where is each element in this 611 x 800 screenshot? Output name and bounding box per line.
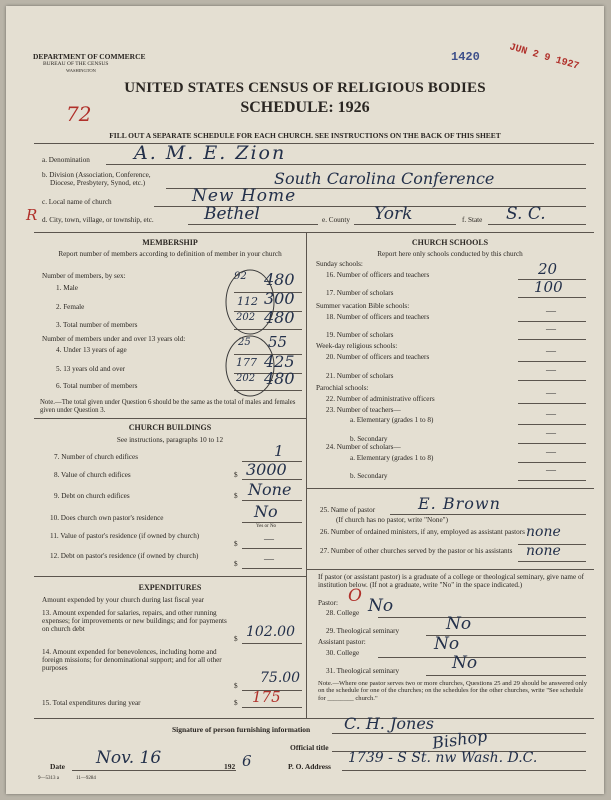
q10-hint: Yes or No	[256, 524, 277, 529]
q14-label: 14. Amount expended for benevolences, including home and foreign missions; for denominational support; and for all other purposes	[42, 648, 222, 672]
city-label: WASHINGTON	[66, 68, 96, 73]
q18-label: 18. Number of officers and teachers	[326, 313, 430, 321]
by-sex-label: Number of members, by sex:	[42, 272, 126, 280]
q10-label: 10. Does church own pastor's residence	[50, 514, 164, 522]
q28-value: No	[368, 596, 394, 616]
q20-dash: —	[546, 346, 556, 357]
circled-figures-1	[224, 264, 280, 336]
city-value: Bethel	[204, 204, 260, 224]
address-value: 1739 - S St. nw Wash. D.C.	[348, 750, 538, 766]
q29-label: 29. Theological seminary	[326, 627, 400, 635]
q4-value: 55	[268, 333, 288, 351]
q16-value: 20	[538, 260, 558, 278]
q11-label: 11. Value of pastor's residence (if owned by church)	[50, 532, 200, 540]
schedule-title: SCHEDULE: 1926	[240, 99, 370, 116]
form-title: UNITED STATES CENSUS OF RELIGIOUS BODIES	[124, 80, 486, 96]
q24b-dash: —	[546, 465, 556, 476]
q3-label: 3. Total number of members	[56, 321, 138, 329]
q23a-dash: —	[546, 409, 556, 420]
signature-value: C. H. Jones	[344, 714, 434, 733]
print-number: 11—9284	[76, 776, 96, 781]
q17-label: 17. Number of scholars	[326, 289, 394, 297]
q1-value: 480	[264, 270, 295, 289]
parochial-label: Parochial schools:	[316, 384, 369, 392]
county-value: York	[374, 204, 413, 224]
q13-dollar: $	[234, 635, 238, 643]
state-value: S. C.	[506, 204, 546, 224]
q5-circled-number: 177	[236, 356, 257, 369]
q5-label: 5. 13 years old and over	[56, 365, 126, 373]
q31-value: No	[452, 653, 478, 673]
division-label-2: Diocese, Presbytery, Synod, etc.)	[50, 179, 146, 187]
q27-value: none	[526, 543, 561, 559]
q27-label: 27. Number of other churches served by the pastor or his assistants	[320, 547, 513, 555]
year-prefix: 192	[224, 762, 236, 771]
pastor-circle-mark: O	[348, 586, 362, 606]
membership-note: Note.—The total given under Question 6 should be the same as the total of males and females given under Question 3.	[40, 399, 296, 414]
q11-dash: —	[264, 534, 274, 545]
q8-label: 8. Value of church edifices	[54, 471, 131, 479]
assistant-label: Assistant pastor:	[318, 638, 366, 646]
q31-label: 31. Theological seminary	[326, 667, 400, 675]
state-label: f. State	[462, 216, 483, 224]
q9-label: 9. Debt on church edifices	[54, 492, 130, 500]
buildings-subtitle: See instructions, paragraphs 10 to 12	[116, 436, 224, 444]
q1-label: 1. Male	[56, 284, 78, 292]
division-value: South Carolina Conference	[274, 169, 495, 188]
q23a-label: a. Elementary (grades 1 to 8)	[350, 416, 434, 424]
q24-label: 24. Number of scholars—	[326, 443, 401, 451]
date-value: Nov. 16	[96, 748, 162, 768]
q25-hint: (If church has no pastor, write "None")	[336, 516, 448, 524]
bureau-label: BUREAU OF THE CENSUS	[43, 61, 109, 67]
q24a-label: a. Elementary (grades 1 to 8)	[350, 454, 434, 462]
q29-value: No	[446, 614, 472, 634]
signature-label: Signature of person furnishing information	[172, 725, 311, 734]
q12-dash: —	[264, 554, 274, 565]
sunday-label: Sunday schools:	[316, 260, 363, 268]
q16-label: 16. Number of officers and teachers	[326, 271, 430, 279]
q21-label: 21. Number of scholars	[326, 372, 394, 380]
q10-value: No	[254, 502, 278, 521]
q24b-label: b. Secondary	[350, 472, 388, 480]
q15-label: 15. Total expenditures during year	[42, 699, 141, 707]
q8-value: 3000	[246, 460, 287, 479]
q13-label: 13. Amount expended for salaries, repairs, and other running expenses; for improvements or new buildings; and for payments on church debt	[42, 609, 227, 633]
membership-title: MEMBERSHIP	[142, 238, 198, 247]
q2-label: 2. Female	[56, 303, 85, 311]
department-label: DEPARTMENT OF COMMERCE	[33, 52, 146, 61]
instruction-line: FILL OUT A SEPARATE SCHEDULE FOR EACH CHURCH. SEE INSTRUCTIONS ON THE BACK OF THIS SHEET	[109, 131, 501, 140]
q26-label: 26. Number of ordained ministers, if any, employed as assistant pastors	[320, 528, 525, 536]
q22-label: 22. Number of administrative officers	[326, 395, 435, 403]
q6-value: 480	[264, 369, 295, 388]
q6-circled-number: 202	[236, 373, 256, 384]
q20-label: 20. Number of officers and teachers	[326, 353, 430, 361]
q12-label: 12. Debt on pastor's residence (if owned by church)	[50, 552, 199, 560]
q19-label: 19. Number of scholars	[326, 331, 394, 339]
q18-dash: —	[546, 306, 556, 317]
pastor-note: Note.—Where one pastor serves two or more churches, Questions 25 and 29 should be answered only on the schedule for one of the churches; on the schedules for the other churches, write "See schedule for ________ church."	[318, 680, 587, 702]
schools-title: CHURCH SCHOOLS	[411, 238, 489, 247]
q25-value: E. Brown	[418, 494, 501, 513]
q13-value: 102.00	[246, 624, 295, 640]
city-label: d. City, town, village, or township, etc.	[42, 216, 154, 224]
q30-value: No	[434, 634, 460, 654]
margin-number: 72	[66, 102, 92, 126]
expenditures-subtitle: Amount expended by your church during last fiscal year	[42, 596, 205, 604]
r-margin-mark: R	[26, 206, 38, 224]
q9-dollar: $	[234, 492, 238, 500]
weekday-label: Week-day religious schools:	[316, 342, 398, 350]
year-value: 6	[242, 752, 252, 770]
buildings-title: CHURCH BUILDINGS	[128, 423, 212, 432]
church-name-value: New Home	[192, 186, 297, 206]
official-title-value: Bishop	[430, 726, 489, 753]
stamp-number: 1420	[451, 50, 480, 64]
q24a-dash: —	[546, 447, 556, 458]
q28-label: 28. College	[326, 609, 360, 617]
official-title-label: Official title	[290, 743, 329, 752]
church-name-label: c. Local name of church	[42, 198, 112, 206]
pastor-label: Pastor:	[318, 599, 338, 607]
form-number: 9—5313 a	[38, 776, 59, 781]
census-schedule-sheet	[6, 6, 604, 794]
q5-value: 425	[264, 352, 295, 371]
q23b-label: b. Secondary	[350, 435, 388, 443]
q2-value: 300	[264, 289, 295, 308]
q14-value: 75.00	[260, 670, 301, 686]
q4-circled-number: 25	[238, 337, 251, 348]
q2-circled-number: 112	[237, 295, 258, 308]
q9-value: None	[248, 480, 292, 499]
q6-label: 6. Total number of members	[56, 382, 138, 390]
graduate-instructions: If pastor (or assistant pastor) is a graduate of a college or theological seminary, give name of institution below. (If not a graduate, write "No" in the space indicated.)	[318, 573, 584, 589]
q3-value: 480	[264, 308, 295, 327]
date-label: Date	[50, 762, 65, 771]
q15-dollar: $	[234, 699, 238, 707]
q12-dollar: $	[234, 560, 238, 568]
division-label-1: b. Division (Association, Conference,	[42, 171, 151, 179]
received-date-stamp: JUN 2 9 1927	[507, 42, 581, 73]
county-label: e. County	[322, 216, 350, 224]
q22-dash: —	[546, 388, 556, 399]
q25-label: 25. Name of pastor	[320, 506, 376, 514]
denomination-label: a. Denomination	[42, 156, 90, 164]
q17-value: 100	[534, 278, 563, 296]
q15-value: 175	[252, 688, 281, 706]
address-label: P. O. Address	[288, 762, 331, 771]
membership-subtitle: Report number of members according to definition of member in your church	[58, 250, 282, 258]
summer-label: Summer vacation Bible schools:	[316, 302, 410, 310]
q26-value: none	[526, 524, 561, 540]
q7-value: 1	[274, 442, 284, 460]
q14-dollar: $	[234, 682, 238, 690]
q8-dollar: $	[234, 471, 238, 479]
schools-subtitle: Report here only schools conducted by this church	[377, 250, 523, 258]
circled-figures-2	[224, 332, 280, 398]
q7-label: 7. Number of church edifices	[54, 453, 139, 461]
q11-dollar: $	[234, 540, 238, 548]
q1-circled-number: 92	[234, 271, 247, 282]
denomination-value: A. M. E. Zion	[134, 142, 287, 164]
q3-circled-number: 202	[236, 312, 256, 323]
expenditures-title: EXPENDITURES	[138, 583, 202, 592]
q21-dash: —	[546, 365, 556, 376]
q23b-dash: —	[546, 428, 556, 439]
q4-label: 4. Under 13 years of age	[56, 346, 127, 354]
age-head-label: Number of members under and over 13 years old:	[42, 335, 186, 343]
q23-label: 23. Number of teachers—	[326, 406, 401, 414]
q19-dash: —	[546, 324, 556, 335]
q30-label: 30. College	[326, 649, 360, 657]
